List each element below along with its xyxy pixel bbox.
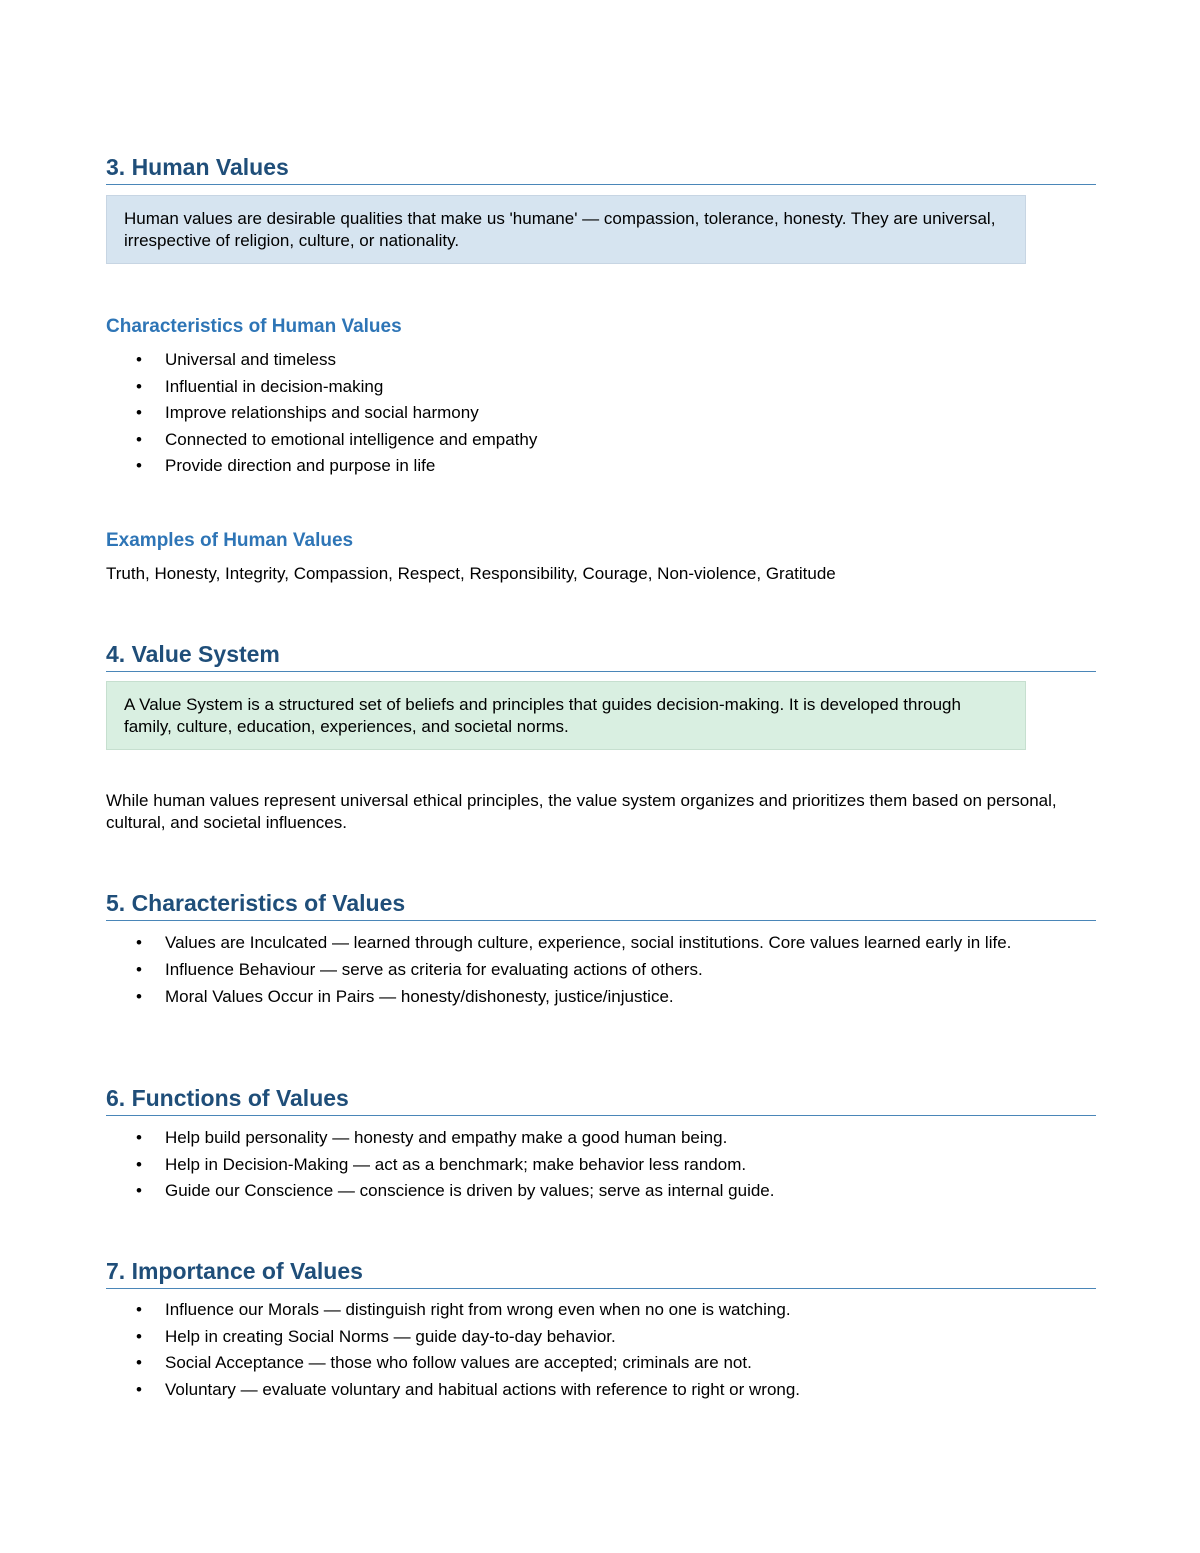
section-heading-importance-of-values: 7. Importance of Values [106, 1257, 1096, 1289]
list-item: • Influential in decision-making [106, 376, 1096, 398]
list-item: • Help build personality — honesty and empathy make a good human being. [106, 1127, 1096, 1149]
list-item: • Universal and timeless [106, 349, 1096, 371]
examples-text: Truth, Honesty, Integrity, Compassion, Respect, Responsibility, Courage, Non-violence, Gratitude [106, 564, 836, 583]
section-heading-functions-of-values: 6. Functions of Values [106, 1084, 1096, 1116]
subheading-characteristics-human-values: Characteristics of Human Values [106, 316, 402, 337]
list-item: • Help in Decision-Making — act as a benchmark; make behavior less random. [106, 1154, 1096, 1176]
list-item: • Voluntary — evaluate voluntary and habitual actions with reference to right or wrong. [106, 1379, 1096, 1401]
list-item: • Social Acceptance — those who follow values are accepted; criminals are not. [106, 1352, 1096, 1374]
section-heading-human-values: 3. Human Values [106, 153, 1096, 185]
list-item: • Influence Behaviour — serve as criteria for evaluating actions of others. [106, 959, 1096, 981]
list-item: • Improve relationships and social harmony [106, 402, 1096, 424]
subheading-examples-human-values: Examples of Human Values [106, 530, 354, 551]
list-item: • Provide direction and purpose in life [106, 455, 1096, 477]
section-heading-characteristics-of-values: 5. Characteristics of Values [106, 889, 1096, 921]
list-item: • Moral Values Occur in Pairs — honesty/dishonesty, justice/injustice. [106, 986, 1096, 1008]
list-importance-of-values [106, 1299, 1096, 1405]
section-heading-value-system: 4. Value System [106, 640, 1096, 672]
list-item: • Help in creating Social Norms — guide day-to-day behavior. [106, 1326, 1096, 1348]
paragraph-value-system: While human values represent universal ethical principles, the value system organizes and prioritizes them based on personal, cultural, and societal influences. [106, 791, 1057, 832]
list-item: • Connected to emotional intelligence and empathy [106, 429, 1096, 451]
list-characteristics-of-values [106, 932, 1096, 1013]
list-item: • Influence our Morals — distinguish right from wrong even when no one is watching. [106, 1299, 1096, 1321]
list-characteristics-human-values [106, 349, 1096, 482]
list-item: • Values are Inculcated — learned through culture, experience, social institutions. Core values learned early in life. [106, 932, 1096, 954]
list-functions-of-values [106, 1127, 1096, 1207]
list-item: • Guide our Conscience — conscience is driven by values; serve as internal guide. [106, 1180, 1096, 1202]
definition-box-value-system: A Value System is a structured set of beliefs and principles that guides decision-making. It is developed through family, culture, education, experiences, and societal norms. [106, 681, 1026, 750]
definition-box-human-values: Human values are desirable qualities that make us 'humane' — compassion, tolerance, honesty. They are universal, irrespective of religion, culture, or nationality. [106, 195, 1026, 264]
